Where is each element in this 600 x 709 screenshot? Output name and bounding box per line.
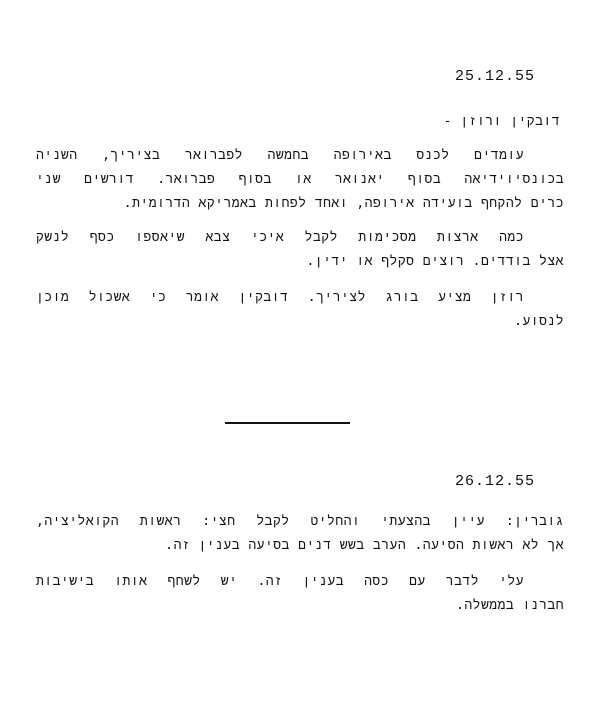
separator-line [225,422,350,424]
paragraph-line: עלי לדבר עם כסה בענין זה. יש לשחף אותו בישיבות [36,574,524,589]
entry-heading: דובקין ורוזן - [443,114,560,129]
paragraph-line: גוברין: עיין בהצעתי והחליט לקבל חצי: ראשות הקואליציה, [36,514,564,529]
paragraph-line: כמה ארצות מסכימות לקבל איכי צבא שיאספו כסף לנשק [36,230,524,245]
paragraph-line: כרים להקחף בועידה אירופה, ואחד לפחות באמריקא הדרומית. [123,196,564,211]
paragraph-line: לנסוע. [514,314,564,329]
paragraph-line: אצל בודדים. רוצים סקלף או ידין. [306,254,564,269]
paragraph-line: חברנו בממשלה. [456,598,564,613]
paragraph-line: בכונסיוידיאה בסוף יאנואר או בסוף פברואר. דורשים שני [36,172,564,187]
entry-date: 25.12.55 [454,68,535,85]
paragraph-line: רוזן מציע בורג לציריך. דובקין אומר כי אשכול מוכן [36,290,524,305]
paragraph-line: אך לא ראשות הסיעה. הערב בשש דנים בסיעה בענין זה. [165,538,564,553]
entry-date: 26.12.55 [454,473,535,490]
paragraph-line: עומדים לכנס באירופה בחמשה לפברואר בציריך, השניה [36,148,524,163]
